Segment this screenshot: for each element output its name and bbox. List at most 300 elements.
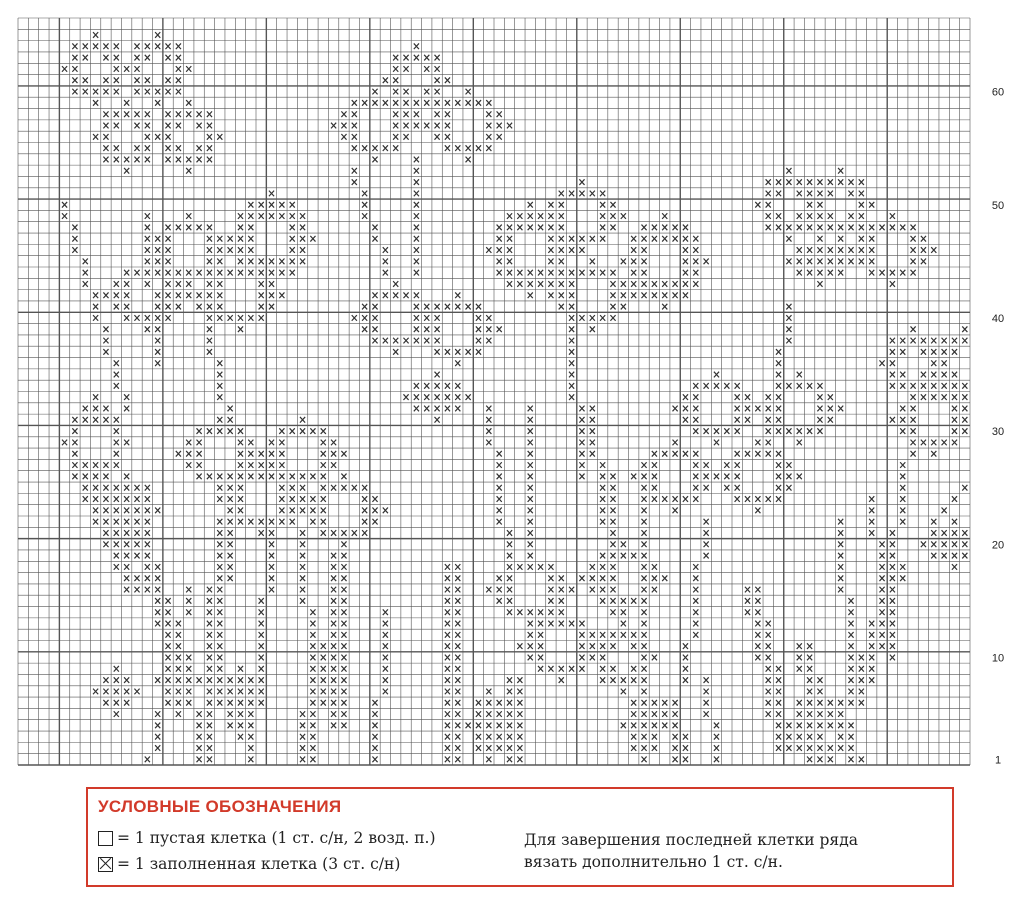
filled-cell-mark <box>952 406 957 412</box>
filled-cell-mark <box>776 711 781 717</box>
filled-cell-mark <box>217 383 222 389</box>
filled-cell-mark <box>207 677 212 683</box>
filled-cell-mark <box>145 157 150 163</box>
filled-cell-mark <box>631 236 636 242</box>
filled-cell-mark <box>879 621 884 627</box>
filled-cell-mark <box>497 598 502 604</box>
filled-cell-mark <box>735 406 740 412</box>
filled-cell-mark <box>83 417 88 423</box>
filled-cell-mark <box>103 508 108 514</box>
filled-cell-mark <box>776 383 781 389</box>
filled-cell-mark <box>776 417 781 423</box>
filled-cell-mark <box>890 632 895 638</box>
filled-cell-mark <box>641 711 646 717</box>
filled-cell-mark <box>372 757 377 763</box>
filled-cell-mark <box>217 394 222 400</box>
filled-cell-mark <box>207 655 212 661</box>
filled-cell-mark <box>248 440 253 446</box>
filled-cell-mark <box>445 100 450 106</box>
filled-cell-mark <box>248 236 253 242</box>
filled-cell-mark <box>693 575 698 581</box>
filled-cell-mark <box>931 440 936 446</box>
filled-cell-mark <box>228 530 233 536</box>
filled-cell-mark <box>445 394 450 400</box>
filled-cell-mark <box>331 711 336 717</box>
filled-cell-mark <box>828 247 833 253</box>
filled-cell-mark <box>310 655 315 661</box>
filled-cell-mark <box>517 711 522 717</box>
filled-cell-mark <box>259 530 264 536</box>
filled-cell-mark <box>217 666 222 672</box>
filled-cell-mark <box>124 530 129 536</box>
filled-cell-mark <box>538 564 543 570</box>
filled-cell-mark <box>507 225 512 231</box>
filled-cell-mark <box>341 111 346 117</box>
filled-cell-mark <box>641 609 646 615</box>
filled-cell-mark <box>197 440 202 446</box>
filled-cell-mark <box>869 247 874 253</box>
filled-cell-mark <box>238 666 243 672</box>
filled-cell-mark <box>207 711 212 717</box>
filled-cell-mark <box>435 134 440 140</box>
filled-cell-mark <box>900 406 905 412</box>
filled-cell-mark <box>124 474 129 480</box>
filled-cell-mark <box>341 451 346 457</box>
filled-cell-mark <box>176 451 181 457</box>
filled-cell-mark <box>962 553 967 559</box>
filled-cell-mark <box>869 225 874 231</box>
legend-empty-item <box>98 829 436 847</box>
filled-cell-mark <box>279 259 284 265</box>
filled-cell-mark <box>735 417 740 423</box>
filled-cell-mark <box>155 711 160 717</box>
filled-cell-mark <box>455 655 460 661</box>
filled-cell-mark <box>652 723 657 729</box>
filled-cell-mark <box>72 462 77 468</box>
filled-cell-mark <box>476 700 481 706</box>
filled-cell-mark <box>962 428 967 434</box>
filled-cell-mark <box>600 496 605 502</box>
filled-cell-mark <box>124 66 129 72</box>
filled-cell-mark <box>507 745 512 751</box>
filled-cell-mark <box>414 394 419 400</box>
filled-cell-mark <box>300 259 305 265</box>
filled-cell-mark <box>372 157 377 163</box>
filled-cell-mark <box>435 417 440 423</box>
filled-cell-mark <box>445 711 450 717</box>
filled-cell-mark <box>579 575 584 581</box>
filled-cell-mark <box>528 530 533 536</box>
filled-cell-mark <box>683 270 688 276</box>
filled-cell-mark <box>497 236 502 242</box>
filled-cell-mark <box>290 428 295 434</box>
filled-cell-mark <box>590 270 595 276</box>
filled-cell-mark <box>497 587 502 593</box>
filled-cell-mark <box>383 666 388 672</box>
filled-cell-mark <box>186 270 191 276</box>
filled-cell-mark <box>807 655 812 661</box>
filled-cell-mark <box>621 598 626 604</box>
filled-cell-mark <box>942 349 947 355</box>
filled-cell-mark <box>776 734 781 740</box>
filled-cell-mark <box>590 236 595 242</box>
filled-cell-mark <box>817 734 822 740</box>
filled-cell-mark <box>559 281 564 287</box>
filled-cell-mark <box>590 575 595 581</box>
filled-cell-mark <box>331 677 336 683</box>
filled-cell-mark <box>538 632 543 638</box>
filled-cell-mark <box>124 440 129 446</box>
filled-cell-mark <box>445 349 450 355</box>
filled-cell-mark <box>165 689 170 695</box>
filled-cell-mark <box>507 541 512 547</box>
filled-cell-mark <box>445 406 450 412</box>
filled-cell-mark <box>507 259 512 265</box>
filled-cell-mark <box>134 508 139 514</box>
filled-cell-mark <box>538 609 543 615</box>
filled-cell-mark <box>165 111 170 117</box>
filled-cell-mark <box>962 383 967 389</box>
filled-cell-mark <box>476 326 481 332</box>
filled-cell-mark <box>528 440 533 446</box>
filled-cell-mark <box>466 100 471 106</box>
filled-cell-mark <box>217 519 222 525</box>
filled-cell-mark <box>103 474 108 480</box>
filled-cell-mark <box>797 191 802 197</box>
filled-cell-mark <box>290 474 295 480</box>
filled-cell-mark <box>879 564 884 570</box>
filled-cell-mark <box>155 270 160 276</box>
filled-cell-mark <box>165 304 170 310</box>
filled-cell-mark <box>393 77 398 83</box>
filled-cell-mark <box>321 462 326 468</box>
filled-cell-mark <box>641 259 646 265</box>
filled-cell-mark <box>652 451 657 457</box>
filled-cell-mark <box>869 621 874 627</box>
filled-cell-mark <box>362 304 367 310</box>
filled-cell-mark <box>362 326 367 332</box>
filled-cell-mark <box>155 587 160 593</box>
filled-cell-mark <box>631 677 636 683</box>
filled-cell-mark <box>103 700 108 706</box>
filled-cell-mark <box>662 213 667 219</box>
filled-cell-mark <box>962 406 967 412</box>
filled-cell-mark <box>165 598 170 604</box>
filled-cell-mark <box>114 145 119 151</box>
filled-cell-mark <box>217 474 222 480</box>
filled-cell-mark <box>952 383 957 389</box>
filled-cell-mark <box>766 621 771 627</box>
filled-cell-mark <box>455 383 460 389</box>
filled-cell-mark <box>103 123 108 129</box>
filled-cell-mark <box>124 689 129 695</box>
filled-cell-mark <box>259 621 264 627</box>
filled-cell-mark <box>600 236 605 242</box>
filled-cell-mark <box>186 292 191 298</box>
filled-cell-mark <box>962 530 967 536</box>
filled-cell-mark <box>269 553 274 559</box>
filled-cell-mark <box>931 360 936 366</box>
filled-cell-mark <box>641 745 646 751</box>
filled-cell-mark <box>207 270 212 276</box>
filled-cell-mark <box>528 632 533 638</box>
filled-cell-mark <box>414 43 419 49</box>
filled-cell-mark <box>114 89 119 95</box>
filled-cell-mark <box>310 609 315 615</box>
filled-cell-mark <box>497 111 502 117</box>
filled-cell-mark <box>341 598 346 604</box>
filled-cell-mark <box>62 213 67 219</box>
filled-cell-mark <box>93 496 98 502</box>
filled-cell-mark <box>372 89 377 95</box>
filled-cell-mark <box>134 485 139 491</box>
filled-cell-mark <box>879 575 884 581</box>
filled-cell-mark <box>145 55 150 61</box>
filled-cell-mark <box>238 711 243 717</box>
filled-cell-mark <box>931 519 936 525</box>
filled-cell-mark <box>155 621 160 627</box>
filled-cell-mark <box>114 508 119 514</box>
filled-cell-mark <box>176 43 181 49</box>
filled-cell-mark <box>341 575 346 581</box>
filled-cell-mark <box>579 621 584 627</box>
filled-cell-mark <box>486 111 491 117</box>
filled-cell-mark <box>176 666 181 672</box>
filled-cell-mark <box>590 428 595 434</box>
filled-cell-mark <box>145 213 150 219</box>
filled-cell-mark <box>641 632 646 638</box>
filled-cell-mark <box>290 270 295 276</box>
filled-cell-mark <box>455 711 460 717</box>
filled-cell-mark <box>72 247 77 253</box>
filled-cell-mark <box>559 191 564 197</box>
filled-cell-mark <box>911 417 916 423</box>
filled-cell-mark <box>134 157 139 163</box>
filled-cell-mark <box>455 394 460 400</box>
filled-cell-mark <box>776 474 781 480</box>
filled-cell-mark <box>559 609 564 615</box>
filled-cell-mark <box>931 349 936 355</box>
filled-cell-mark <box>838 575 843 581</box>
filled-cell-mark <box>528 655 533 661</box>
filled-cell-mark <box>93 417 98 423</box>
filled-cell-mark <box>755 643 760 649</box>
filled-cell-mark <box>238 474 243 480</box>
filled-cell-mark <box>838 168 843 174</box>
filled-cell-mark <box>776 225 781 231</box>
filled-cell-mark <box>331 451 336 457</box>
filled-cell-mark <box>269 530 274 536</box>
filled-cell-mark <box>766 451 771 457</box>
filled-cell-mark <box>362 202 367 208</box>
filled-cell-mark <box>486 123 491 129</box>
filled-cell-mark <box>848 598 853 604</box>
filled-cell-mark <box>145 519 150 525</box>
filled-cell-mark <box>900 564 905 570</box>
filled-cell-mark <box>652 700 657 706</box>
filled-cell-mark <box>362 519 367 525</box>
filled-cell-mark <box>828 270 833 276</box>
filled-cell-mark <box>631 553 636 559</box>
filled-cell-mark <box>186 689 191 695</box>
filled-cell-mark <box>559 621 564 627</box>
filled-cell-mark <box>610 474 615 480</box>
filled-cell-mark <box>372 225 377 231</box>
filled-cell-mark <box>352 111 357 117</box>
filled-cell-mark <box>869 643 874 649</box>
filled-cell-mark <box>352 179 357 185</box>
filled-cell-mark <box>455 723 460 729</box>
filled-cell-mark <box>776 213 781 219</box>
filled-cell-mark <box>383 689 388 695</box>
filled-cell-mark <box>569 621 574 627</box>
filled-cell-mark <box>704 700 709 706</box>
filled-cell-mark <box>321 655 326 661</box>
filled-cell-mark <box>445 655 450 661</box>
filled-cell-mark <box>414 111 419 117</box>
filled-cell-mark <box>445 564 450 570</box>
filled-cell-mark <box>797 383 802 389</box>
filled-cell-mark <box>217 292 222 298</box>
filled-cell-mark <box>786 315 791 321</box>
filled-cell-mark <box>393 100 398 106</box>
filled-cell-mark <box>321 428 326 434</box>
filled-cell-mark <box>403 89 408 95</box>
filled-cell-mark <box>869 202 874 208</box>
filled-cell-mark <box>352 123 357 129</box>
filled-cell-mark <box>600 587 605 593</box>
filled-cell-mark <box>83 462 88 468</box>
filled-cell-mark <box>704 541 709 547</box>
filled-cell-mark <box>507 723 512 729</box>
filled-cell-icon <box>98 857 113 872</box>
filled-cell-mark <box>62 66 67 72</box>
filled-cell-mark <box>652 711 657 717</box>
filled-cell-mark <box>279 508 284 514</box>
filled-cell-mark <box>641 689 646 695</box>
filled-cell-mark <box>486 711 491 717</box>
filled-cell-mark <box>610 485 615 491</box>
filled-cell-mark <box>310 474 315 480</box>
filled-cell-mark <box>103 145 108 151</box>
filled-cell-mark <box>197 304 202 310</box>
filled-cell-mark <box>83 485 88 491</box>
filled-cell-mark <box>445 700 450 706</box>
filled-cell-mark <box>900 338 905 344</box>
filled-cell-mark <box>445 666 450 672</box>
filled-cell-mark <box>559 247 564 253</box>
filled-cell-mark <box>93 519 98 525</box>
filled-cell-mark <box>662 496 667 502</box>
filled-cell-mark <box>331 632 336 638</box>
filled-cell-mark <box>455 609 460 615</box>
filled-cell-mark <box>559 575 564 581</box>
filled-cell-mark <box>600 270 605 276</box>
filled-cell-mark <box>186 225 191 231</box>
filled-cell-mark <box>507 247 512 253</box>
filled-cell-mark <box>476 711 481 717</box>
filled-cell-mark <box>548 621 553 627</box>
filled-cell-mark <box>341 643 346 649</box>
filled-cell-mark <box>217 259 222 265</box>
filled-cell-mark <box>507 598 512 604</box>
filled-cell-mark <box>673 225 678 231</box>
filled-cell-mark <box>217 677 222 683</box>
filled-cell-mark <box>890 575 895 581</box>
filled-cell-mark <box>165 236 170 242</box>
filled-cell-mark <box>786 179 791 185</box>
filled-cell-mark <box>610 202 615 208</box>
filled-cell-mark <box>300 711 305 717</box>
filled-cell-mark <box>165 225 170 231</box>
filled-cell-mark <box>797 213 802 219</box>
filled-cell-mark <box>797 474 802 480</box>
filled-cell-mark <box>145 77 150 83</box>
filled-cell-mark <box>497 723 502 729</box>
filled-cell-mark <box>93 315 98 321</box>
filled-cell-mark <box>848 259 853 265</box>
filled-cell-mark <box>207 111 212 117</box>
filled-cell-mark <box>145 225 150 231</box>
filled-cell-mark <box>538 621 543 627</box>
filled-cell-mark <box>848 700 853 706</box>
filled-cell-mark <box>455 621 460 627</box>
filled-cell-mark <box>641 485 646 491</box>
filled-cell-mark <box>114 417 119 423</box>
filled-cell-mark <box>931 530 936 536</box>
filled-cell-mark <box>114 564 119 570</box>
filled-cell-mark <box>590 406 595 412</box>
filled-cell-mark <box>797 711 802 717</box>
filled-cell-mark <box>362 213 367 219</box>
filled-cell-mark <box>124 157 129 163</box>
filled-cell-mark <box>424 89 429 95</box>
filled-cell-mark <box>600 564 605 570</box>
filled-cell-mark <box>72 66 77 72</box>
filled-cell-mark <box>528 553 533 559</box>
filled-cell-mark <box>217 587 222 593</box>
filled-cell-mark <box>145 270 150 276</box>
filled-cell-mark <box>641 225 646 231</box>
filled-cell-mark <box>134 519 139 525</box>
filled-cell-mark <box>114 292 119 298</box>
filled-cell-mark <box>279 474 284 480</box>
filled-cell-mark <box>693 621 698 627</box>
filled-cell-mark <box>817 213 822 219</box>
filled-cell-mark <box>786 734 791 740</box>
filled-cell-mark <box>486 338 491 344</box>
filled-cell-mark <box>683 677 688 683</box>
filled-cell-mark <box>83 55 88 61</box>
filled-cell-mark <box>517 225 522 231</box>
filled-cell-mark <box>155 734 160 740</box>
filled-cell-mark <box>559 598 564 604</box>
filled-cell-mark <box>631 247 636 253</box>
filled-cell-mark <box>600 666 605 672</box>
filled-cell-mark <box>93 406 98 412</box>
filled-cell-mark <box>124 508 129 514</box>
filled-cell-mark <box>341 485 346 491</box>
filled-cell-mark <box>817 383 822 389</box>
filled-cell-mark <box>393 134 398 140</box>
filled-cell-mark <box>228 315 233 321</box>
filled-cell-mark <box>124 575 129 581</box>
filled-cell-mark <box>817 745 822 751</box>
filled-cell-mark <box>807 677 812 683</box>
filled-cell-mark <box>259 315 264 321</box>
filled-cell-mark <box>704 677 709 683</box>
filled-cell-mark <box>776 394 781 400</box>
